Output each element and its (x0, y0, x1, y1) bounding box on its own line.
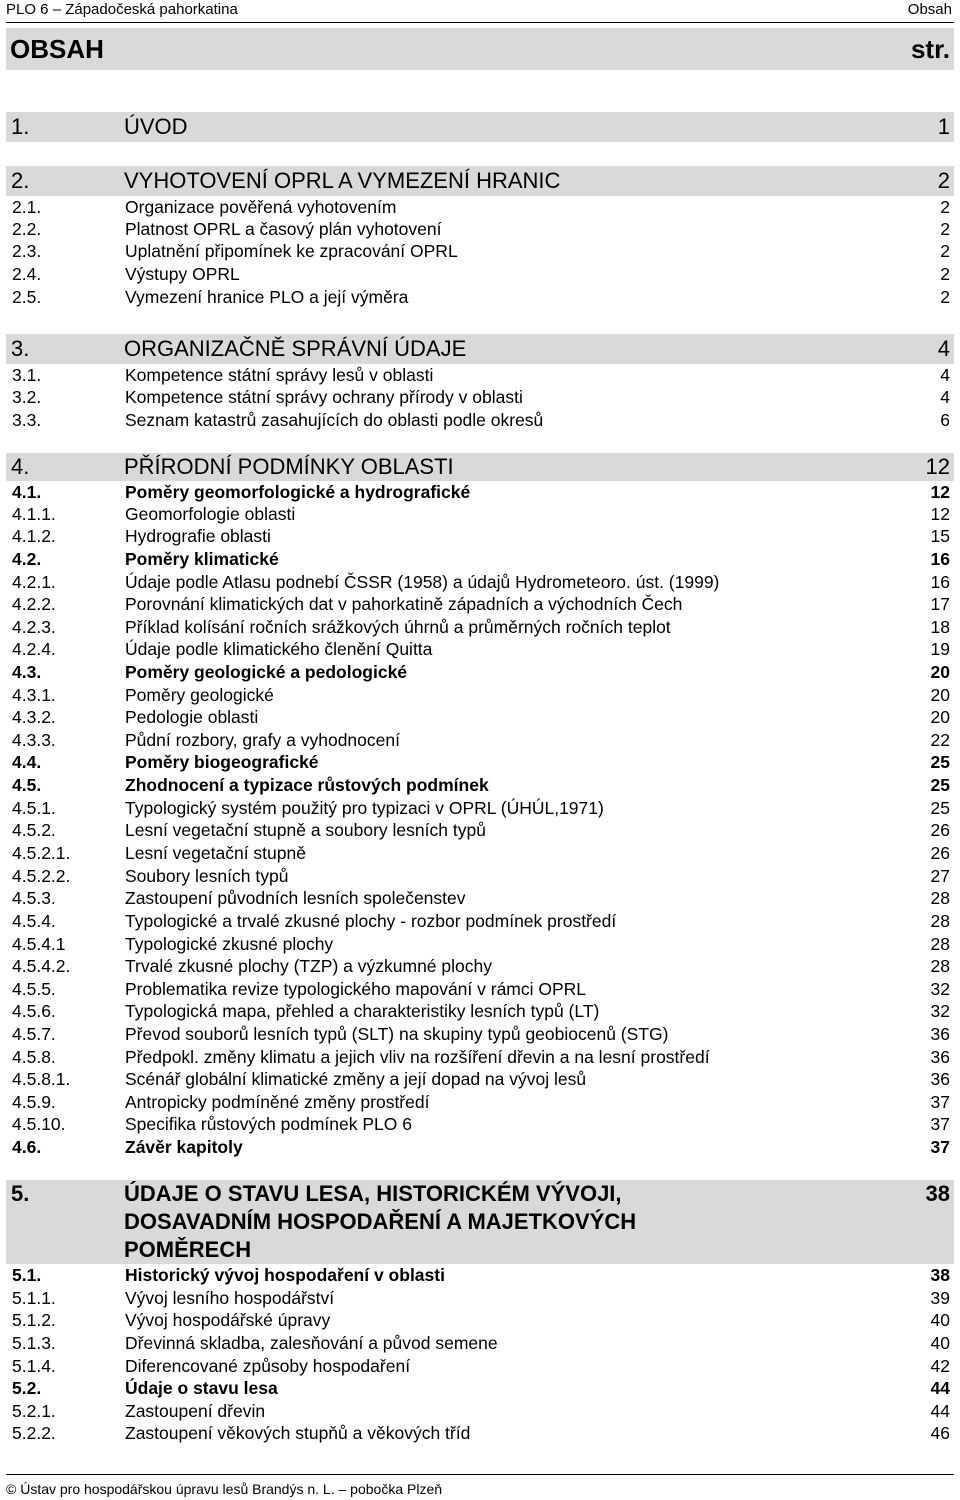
entry-number: 4.4. (12, 752, 42, 772)
entry-page: 37 (930, 1137, 950, 1157)
entry-title: Poměry klimatické (125, 549, 279, 569)
header-title: PLO 6 – Západočeská pahorkatina (6, 1, 238, 18)
entry-page: 32 (930, 979, 950, 999)
entry-title: Zastoupení původních lesních společenstev (125, 888, 466, 908)
entry-page: 2 (940, 287, 950, 307)
entry-page: 19 (930, 639, 950, 659)
entry-title: Trvalé zkusné plochy (TZP) a výzkumné plochy (125, 956, 492, 976)
entry-page: 26 (930, 843, 950, 863)
entry-number: 4.2.3. (12, 617, 56, 637)
toc-entry[interactable] (6, 910, 954, 932)
entry-number: 4.5.7. (12, 1024, 56, 1044)
entry-title: Seznam katastrů zasahujících do oblasti podle okresů (125, 410, 544, 430)
entry-number: 5.2.1. (12, 1401, 56, 1421)
toc-entry[interactable] (6, 286, 954, 308)
entry-page: 2 (940, 197, 950, 217)
entry-title: Vývoj hospodářské úpravy (125, 1310, 331, 1330)
chapter-page: 38 (925, 1181, 950, 1206)
entry-page: 20 (930, 707, 950, 727)
entry-number: 2.2. (12, 219, 42, 239)
entry-number: 4.5.5. (12, 979, 56, 999)
entry-number: 4.6. (12, 1137, 42, 1157)
toc-entry[interactable] (6, 887, 954, 909)
entry-number: 4.5.4.1 (12, 934, 66, 954)
entry-number: 4.2.4. (12, 639, 56, 659)
entry-title: Zastoupení dřevin (125, 1401, 266, 1421)
entry-number: 4.5.6. (12, 1001, 56, 1021)
entry-number: 4.5.3. (12, 888, 56, 908)
entry-number: 4.1. (12, 482, 42, 502)
entry-title: Scénář globální klimatické změny a její dopad na vývoj lesů (125, 1069, 587, 1089)
toc-entry[interactable] (6, 1400, 954, 1422)
chapter-number: 2. (11, 168, 30, 193)
page-footer (6, 1474, 954, 1497)
entry-number: 4.3.2. (12, 707, 56, 727)
toc-title-bar (6, 28, 954, 70)
entry-number: 2.1. (12, 197, 42, 217)
entry-page: 46 (930, 1423, 950, 1443)
entry-title: Zastoupení věkových stupňů a věkových tříd (125, 1423, 471, 1443)
toc-entry[interactable] (6, 1000, 954, 1022)
toc-entry[interactable] (6, 1422, 954, 1444)
toc-entry[interactable] (6, 1377, 954, 1399)
entry-page: 36 (930, 1024, 950, 1044)
toc-entry[interactable] (6, 638, 954, 660)
entry-page: 12 (930, 504, 950, 524)
entry-title: Vývoj lesního hospodářství (125, 1288, 335, 1308)
entry-number: 3.2. (12, 387, 42, 407)
toc-entry[interactable] (6, 1023, 954, 1045)
toc-entry[interactable] (6, 661, 954, 683)
toc-entry[interactable] (6, 616, 954, 638)
entry-page: 22 (930, 730, 950, 750)
toc-entry[interactable] (6, 774, 954, 796)
entry-page: 20 (930, 685, 950, 705)
toc-entry[interactable] (6, 218, 954, 240)
entry-page: 40 (930, 1333, 950, 1353)
entry-page: 2 (940, 241, 950, 261)
entry-number: 4.3.3. (12, 730, 56, 750)
entry-number: 2.5. (12, 287, 42, 307)
entry-number: 4.5. (12, 775, 42, 795)
toc-entry[interactable] (6, 481, 954, 503)
chapter-number: 4. (11, 454, 30, 479)
entry-number: 3.3. (12, 410, 42, 430)
entry-title: Údaje o stavu lesa (125, 1378, 278, 1398)
entry-number: 5.2. (12, 1378, 42, 1398)
entry-number: 4.5.10. (12, 1114, 66, 1134)
toc-entry[interactable] (6, 797, 954, 819)
entry-page: 28 (930, 888, 950, 908)
entry-page: 15 (930, 526, 950, 546)
entry-page: 12 (930, 482, 950, 502)
toc-entry[interactable] (6, 1136, 954, 1158)
toc-entry[interactable] (6, 684, 954, 706)
chapter-title: ÚVOD (124, 114, 188, 139)
toc-entry[interactable] (6, 706, 954, 728)
entry-title: Poměry geomorfologické a hydrografické (125, 482, 471, 502)
entry-page: 4 (940, 387, 950, 407)
toc-entry[interactable] (6, 933, 954, 955)
entry-number: 5.1.1. (12, 1288, 56, 1308)
entry-title: Zhodnocení a typizace růstových podmínek (125, 775, 489, 795)
entry-number: 4.5.2. (12, 820, 56, 840)
entry-page: 27 (930, 866, 950, 886)
entry-number: 4.5.2.2. (12, 866, 71, 886)
toc-entry[interactable] (6, 1091, 954, 1113)
entry-title: Organizace pověřená vyhotovením (125, 197, 397, 217)
entry-number: 4.2.1. (12, 572, 56, 592)
toc-entry[interactable] (6, 751, 954, 773)
toc-entry[interactable] (6, 196, 954, 218)
toc-entry[interactable] (6, 240, 954, 262)
entry-page: 38 (930, 1265, 950, 1285)
entry-title: Příklad kolísání ročních srážkových úhrnů a průměrných ročních teplot (125, 617, 671, 637)
entry-page: 37 (930, 1092, 950, 1112)
entry-title: Kompetence státní správy lesů v oblasti (125, 365, 434, 385)
entry-page: 28 (930, 911, 950, 931)
entry-title: Údaje podle klimatického členění Quitta (125, 639, 433, 659)
entry-number: 2.3. (12, 241, 42, 261)
toc-chapter[interactable] (6, 166, 954, 196)
toc-entry[interactable] (6, 386, 954, 408)
entry-number: 5.1.3. (12, 1333, 56, 1353)
entry-page: 39 (930, 1288, 950, 1308)
entry-number: 4.5.8. (12, 1047, 56, 1067)
toc-entry[interactable] (6, 729, 954, 751)
chapter-page: 12 (925, 454, 950, 479)
entry-number: 5.1.2. (12, 1310, 56, 1330)
entry-page: 26 (930, 820, 950, 840)
chapter-title: ÚDAJE O STAVU LESA, HISTORICKÉM VÝVOJI, DOSAVADNÍM HOSPODAŘENÍ A MAJETKOVÝCH POMĚRECH (124, 1181, 637, 1262)
entry-page: 32 (930, 1001, 950, 1021)
entry-page: 2 (940, 264, 950, 284)
entry-page: 44 (930, 1378, 950, 1398)
chapter-number: 1. (11, 114, 30, 139)
entry-page: 37 (930, 1114, 950, 1134)
entry-page: 17 (930, 594, 950, 614)
chapter-number: 5. (11, 1181, 30, 1206)
entry-title: Typologické a trvalé zkusné plochy - rozbor podmínek prostředí (125, 911, 617, 931)
toc-entry[interactable] (6, 1309, 954, 1331)
entry-page: 25 (930, 775, 950, 795)
entry-number: 4.5.4. (12, 911, 56, 931)
chapter-page: 4 (937, 336, 950, 361)
toc-entry[interactable] (6, 571, 954, 593)
entry-title: Půdní rozbory, grafy a vyhodnocení (125, 730, 400, 750)
page-header (6, 0, 954, 23)
entry-title: Lesní vegetační stupně a soubory lesních typů (125, 820, 486, 840)
entry-number: 4.1.2. (12, 526, 56, 546)
entry-title: Údaje podle Atlasu podnebí ČSSR (1958) a údajů Hydrometeoro. úst. (1999) (125, 572, 720, 592)
toc-chapter[interactable] (6, 334, 954, 364)
toc-entry[interactable] (6, 1046, 954, 1068)
entry-title: Porovnání klimatických dat v pahorkatině západních a východních Čech (125, 594, 683, 614)
entry-title: Geomorfologie oblasti (125, 504, 296, 524)
entry-number: 4.5.1. (12, 798, 56, 818)
entry-page: 36 (930, 1047, 950, 1067)
toc-entry[interactable] (6, 1264, 954, 1286)
chapter-title: ORGANIZAČNĚ SPRÁVNÍ ÚDAJE (124, 336, 467, 361)
toc-title: OBSAH (10, 34, 104, 64)
entry-title: Soubory lesních typů (125, 866, 289, 886)
toc-entry[interactable] (6, 503, 954, 525)
toc-entry[interactable] (6, 364, 954, 386)
entry-title: Poměry biogeografické (125, 752, 319, 772)
entry-page: 28 (930, 956, 950, 976)
entry-title: Typologická mapa, přehled a charakteristiky lesních typů (LT) (125, 1001, 600, 1021)
toc-entry[interactable] (6, 409, 954, 431)
entry-number: 2.4. (12, 264, 42, 284)
entry-number: 5.1.4. (12, 1356, 56, 1376)
entry-number: 4.1.1. (12, 504, 56, 524)
entry-title: Diferencované způsoby hospodaření (125, 1356, 411, 1376)
entry-title: Převod souborů lesních typů (SLT) na skupiny typů geobiocenů (STG) (125, 1024, 669, 1044)
entry-title: Poměry geologické (125, 685, 274, 705)
chapter-page: 1 (937, 114, 950, 139)
entry-number: 4.2. (12, 549, 42, 569)
entry-title: Historický vývoj hospodaření v oblasti (125, 1265, 445, 1285)
entry-title: Lesní vegetační stupně (125, 843, 306, 863)
toc-entry[interactable] (6, 955, 954, 977)
entry-title: Kompetence státní správy ochrany přírody v oblasti (125, 387, 523, 407)
entry-number: 4.2.2. (12, 594, 56, 614)
entry-title: Typologické zkusné plochy (125, 934, 334, 954)
entry-page: 2 (940, 219, 950, 239)
entry-title: Poměry geologické a pedologické (125, 662, 408, 682)
entry-page: 18 (930, 617, 950, 637)
entry-page: 16 (930, 549, 950, 569)
entry-page: 28 (930, 934, 950, 954)
toc-entry[interactable] (6, 263, 954, 285)
toc-entry[interactable] (6, 1068, 954, 1090)
entry-number: 4.5.2.1. (12, 843, 71, 863)
toc-chapter[interactable] (6, 1180, 954, 1264)
toc-entry[interactable] (6, 842, 954, 864)
toc-entry[interactable] (6, 1355, 954, 1377)
entry-title: Antropicky podmíněné změny prostředí (125, 1092, 430, 1112)
entry-page: 6 (940, 410, 950, 430)
toc-entry[interactable] (6, 1113, 954, 1135)
entry-page: 42 (930, 1356, 950, 1376)
toc-entry[interactable] (6, 1332, 954, 1354)
entry-title: Specifika růstových podmínek PLO 6 (125, 1114, 412, 1134)
entry-title: Platnost OPRL a časový plán vyhotovení (125, 219, 442, 239)
entry-number: 5.1. (12, 1265, 42, 1285)
entry-title: Typologický systém použitý pro typizaci v OPRL (ÚHÚL,1971) (125, 798, 604, 818)
entry-number: 4.5.9. (12, 1092, 56, 1112)
toc-entry[interactable] (6, 978, 954, 1000)
entry-title: Uplatnění připomínek ke zpracování OPRL (125, 241, 458, 261)
entry-title: Předpokl. změny klimatu a jejich vliv na rozšíření dřevin a na lesní prostředí (125, 1047, 710, 1067)
entry-page: 25 (930, 752, 950, 772)
entry-page: 16 (930, 572, 950, 592)
chapter-title: VYHOTOVENÍ OPRL A VYMEZENÍ HRANIC (124, 168, 561, 193)
entry-title: Závěr kapitoly (125, 1137, 243, 1157)
toc-entry[interactable] (6, 819, 954, 841)
toc-entry[interactable] (6, 525, 954, 547)
entry-number: 3.1. (12, 365, 42, 385)
toc-chapter[interactable] (6, 453, 954, 481)
toc-chapter[interactable] (6, 112, 954, 142)
entry-title: Vymezení hranice PLO a její výměra (125, 287, 409, 307)
toc-entry[interactable] (6, 548, 954, 570)
entry-page: 44 (930, 1401, 950, 1421)
entry-title: Dřevinná skladba, zalesňování a původ semene (125, 1333, 498, 1353)
toc-entry[interactable] (6, 865, 954, 887)
entry-page: 40 (930, 1310, 950, 1330)
toc-entry[interactable] (6, 1287, 954, 1309)
page-column-label: str. (910, 34, 950, 64)
entry-number: 4.3. (12, 662, 42, 682)
entry-number: 4.3.1. (12, 685, 56, 705)
header-section: Obsah (907, 1, 952, 18)
entry-number: 4.5.8.1. (12, 1069, 71, 1089)
entry-title: Pedologie oblasti (125, 707, 259, 727)
chapter-number: 3. (11, 336, 30, 361)
entry-page: 4 (940, 365, 950, 385)
chapter-title: PŘÍRODNÍ PODMÍNKY OBLASTI (124, 454, 454, 479)
entry-title: Hydrografie oblasti (125, 526, 271, 546)
entry-title: Problematika revize typologického mapování v rámci OPRL (125, 979, 587, 999)
chapter-page: 2 (937, 168, 950, 193)
entry-page: 36 (930, 1069, 950, 1089)
entry-title: Výstupy OPRL (125, 264, 240, 284)
footer-text: © Ústav pro hospodářskou úpravu lesů Brandýs n. L. – pobočka Plzeň (6, 1481, 443, 1497)
entry-page: 25 (930, 798, 950, 818)
entry-number: 5.2.2. (12, 1423, 56, 1443)
toc-entry[interactable] (6, 593, 954, 615)
entry-page: 20 (930, 662, 950, 682)
entry-number: 4.5.4.2. (12, 956, 71, 976)
